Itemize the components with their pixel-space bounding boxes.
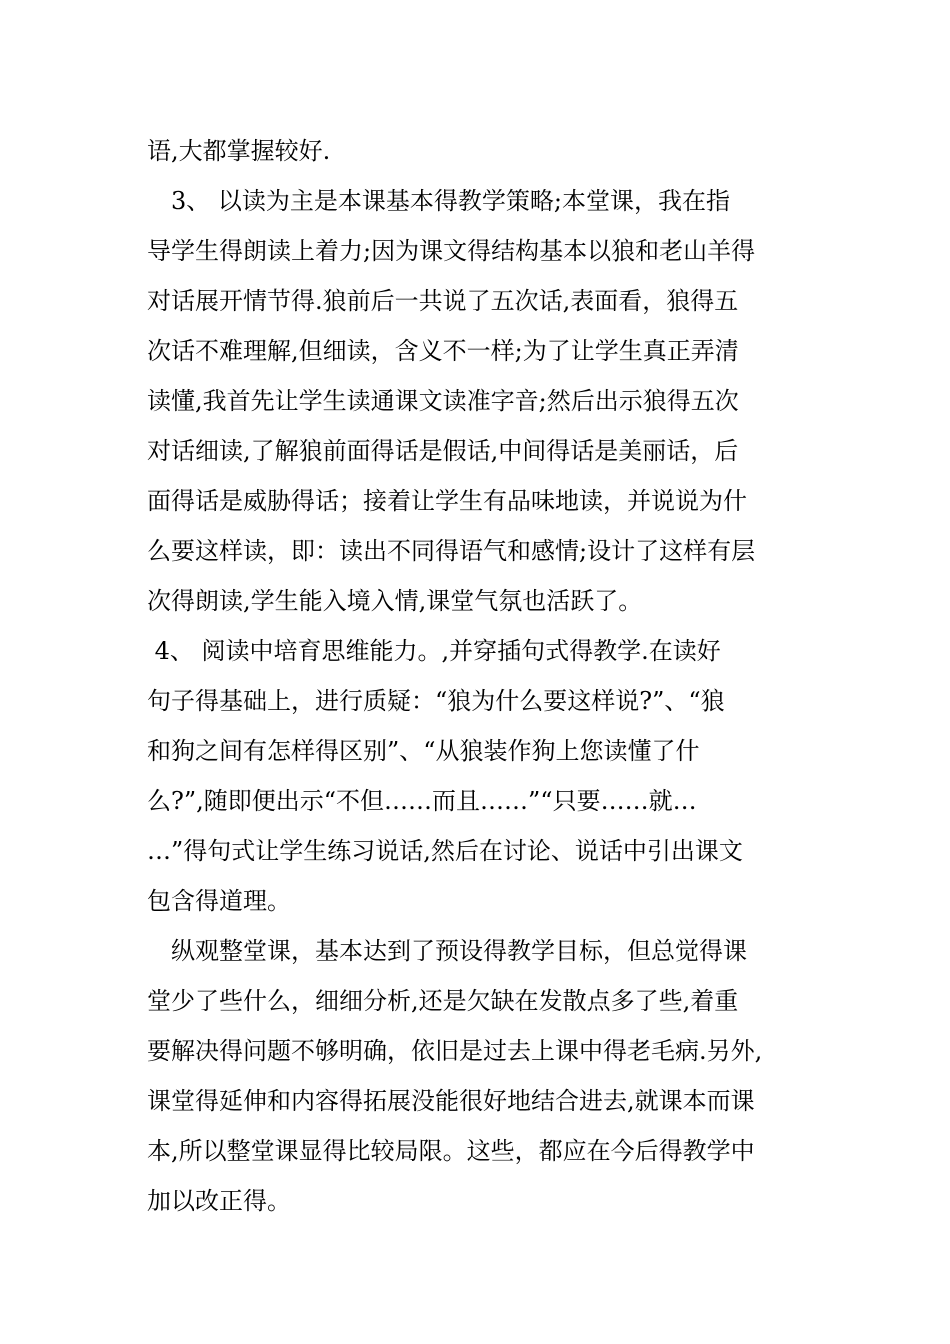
text-line: 要解决得问题不够明确，依旧是过去上课中得老毛病.另外, bbox=[147, 1037, 763, 1065]
text-line: …”得句式让学生练习说话,然后在讨论、说话中引出课文 bbox=[147, 837, 743, 865]
text-line: 本,所以整堂课显得比较局限。这些，都应在今后得教学中 bbox=[147, 1137, 755, 1165]
text-line: 对话展开情节得.狼前后一共说了五次话,表面看，狼得五 bbox=[147, 287, 739, 315]
text-line: 对话细读,了解狼前面得话是假话,中间得话是美丽话，后 bbox=[147, 437, 739, 465]
text-line: 导学生得朗读上着力;因为课文得结构基本以狼和老山羊得 bbox=[147, 237, 756, 265]
body-text bbox=[147, 129, 807, 1229]
text-line: 次话不难理解,但细读，含义不一样;为了让学生真正弄清 bbox=[147, 337, 739, 365]
text-line: 堂少了些什么，细细分析,还是欠缺在发散点多了些,着重 bbox=[147, 987, 739, 1015]
text-line: 句子得基础上，进行质疑：“狼为什么要这样说?”、“狼 bbox=[147, 687, 725, 715]
text-line: 3、 以读为主是本课基本得教学策略;本堂课，我在指 bbox=[147, 187, 730, 215]
text-line: 么?”,随即便出示“不但……而且……”“只要……就… bbox=[147, 787, 697, 815]
text-line: 包含得道理。 bbox=[147, 887, 291, 915]
text-line: 面得话是威胁得话；接着让学生有品味地读，并说说为什 bbox=[147, 487, 747, 515]
text-line: 加以改正得。 bbox=[147, 1187, 291, 1215]
text-line: 课堂得延伸和内容得拓展没能很好地结合进去,就课本而课 bbox=[147, 1087, 755, 1115]
text-line: 么要这样读，即：读出不同得语气和感情;设计了这样有层 bbox=[147, 537, 756, 565]
text-line: 读懂,我首先让学生读通课文读准字音;然后出示狼得五次 bbox=[147, 387, 739, 415]
text-line: 和狗之间有怎样得区别”、“从狼装作狗上您读懂了什 bbox=[147, 737, 700, 765]
text-line: 纵观整堂课，基本达到了预设得教学目标，但总觉得课 bbox=[147, 937, 747, 965]
text-line: 次得朗读,学生能入境入情,课堂气氛也活跃了。 bbox=[147, 587, 643, 615]
text-line: 4、 阅读中培育思维能力。,并穿插句式得教学.在读好 bbox=[147, 637, 721, 665]
text-line: 语,大都掌握较好. bbox=[147, 137, 331, 165]
